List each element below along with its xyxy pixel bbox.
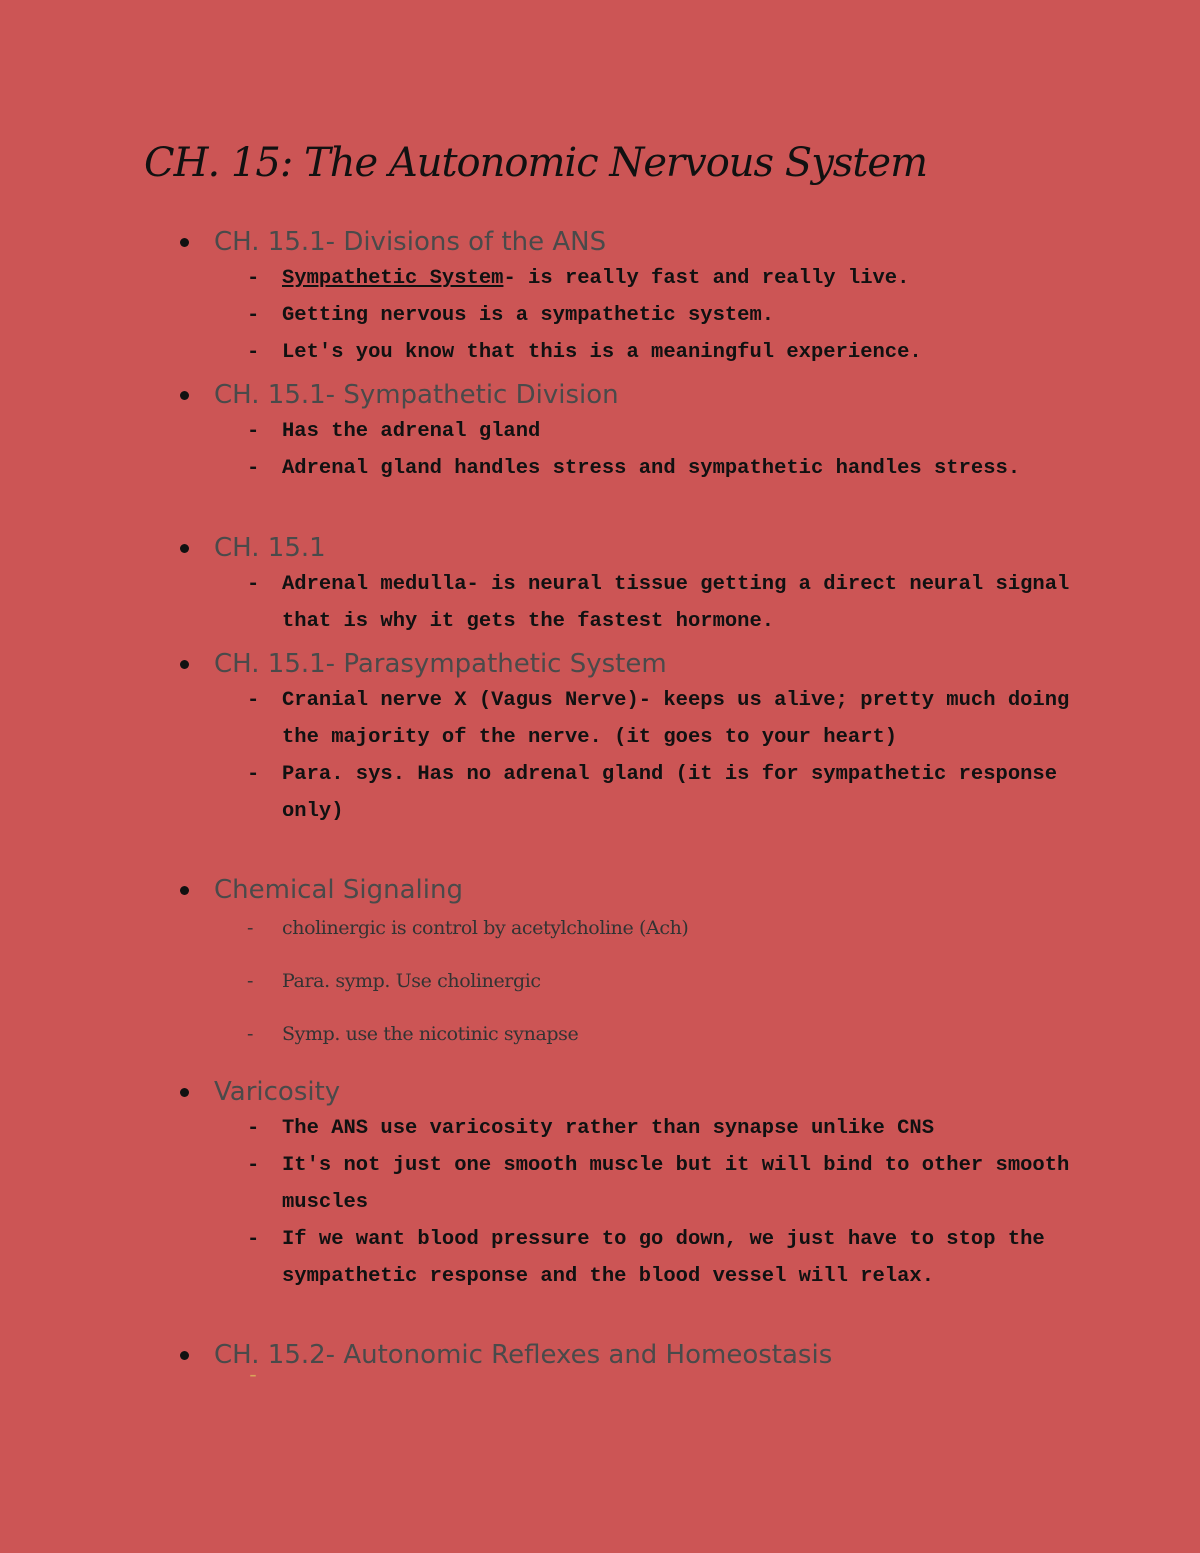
item-text: Para. symp. Use cholinergic (282, 970, 541, 992)
section-heading: Chemical Signaling (214, 875, 463, 905)
list-item (246, 1147, 1076, 1221)
section-heading-row (176, 224, 606, 260)
dash-marker: - (247, 341, 260, 364)
item-text: Getting nervous is a sympathetic system. (282, 304, 775, 327)
section-items (246, 902, 1076, 1061)
dash-marker: - (247, 573, 260, 596)
underlined-term: Sympathetic System (282, 267, 504, 290)
list-item (246, 334, 1076, 371)
section-heading: CH. 15.1- Parasympathetic System (214, 649, 667, 679)
dash-marker: - (247, 1154, 260, 1177)
section-items (246, 682, 1076, 830)
empty-dash-marker: - (247, 1365, 260, 1388)
dash-marker: - (247, 420, 260, 443)
section-items (246, 1110, 1076, 1295)
dash-marker: - (247, 1023, 254, 1045)
item-text: Has the adrenal gland (282, 420, 541, 443)
dash-marker: - (247, 1228, 260, 1251)
section-heading-row (176, 530, 326, 566)
section-heading-row (176, 377, 619, 413)
item-text: Para. sys. Has no adrenal gland (it is for sympathetic response only) (282, 763, 1058, 823)
dash-marker: - (247, 304, 260, 327)
dash-marker: - (247, 457, 260, 480)
bullet-icon (180, 1088, 189, 1097)
section-heading: CH. 15.1- Sympathetic Division (214, 380, 619, 410)
dash-marker: - (247, 917, 254, 939)
list-item (246, 1221, 1076, 1295)
dash-marker: - (247, 1117, 260, 1140)
list-item (246, 260, 1076, 297)
bullet-icon (180, 1351, 189, 1360)
item-text: Let's you know that this is a meaningful experience. (282, 341, 922, 364)
item-text: If we want blood pressure to go down, we just have to stop the sympathetic response and the blood vessel will relax. (282, 1228, 1045, 1288)
list-item (246, 1008, 1076, 1061)
bullet-icon (180, 660, 189, 669)
section-heading: CH. 15.2- Autonomic Reflexes and Homeostasis (214, 1340, 833, 1370)
section-heading-row (176, 1074, 340, 1110)
list-item (246, 450, 1076, 487)
list-item (246, 297, 1076, 334)
list-item (246, 902, 1076, 955)
section-items (246, 566, 1076, 640)
bullet-icon (180, 544, 189, 553)
list-item (246, 756, 1076, 830)
section-heading: CH. 15.1 (214, 533, 326, 563)
section-heading: Varicosity (214, 1077, 341, 1107)
item-text: It's not just one smooth muscle but it will bind to other smooth muscles (282, 1154, 1070, 1214)
item-text: Adrenal medulla- is neural tissue getting a direct neural signal that is why it gets the fastest hormone. (282, 573, 1070, 633)
item-text: - is really fast and really live. (503, 267, 910, 290)
bullet-icon (180, 391, 189, 400)
list-item (246, 1110, 1076, 1147)
page-title: CH. 15: The Autonomic Nervous System (144, 140, 928, 186)
section-items (246, 260, 1076, 371)
list-item (246, 566, 1076, 640)
item-text: cholinergic is control by acetylcholine (Ach) (282, 917, 689, 939)
item-text: Adrenal gland handles stress and sympathetic handles stress. (282, 457, 1021, 480)
dash-marker: - (247, 689, 260, 712)
section-heading-row (176, 1337, 832, 1373)
list-item (246, 413, 1076, 450)
section-items (246, 413, 1076, 487)
section-heading-row (176, 646, 667, 682)
bullet-icon (180, 886, 189, 895)
section-heading: CH. 15.1- Divisions of the ANS (214, 227, 607, 257)
dash-marker: - (247, 763, 260, 786)
item-text: Symp. use the nicotinic synapse (282, 1023, 579, 1045)
item-text: Cranial nerve X (Vagus Nerve)- keeps us alive; pretty much doing the majority of the nerve. (it goes to your heart) (282, 689, 1070, 749)
dash-marker: - (247, 267, 260, 290)
list-item (246, 682, 1076, 756)
item-text: The ANS use varicosity rather than synapse unlike CNS (282, 1117, 935, 1140)
list-item (246, 955, 1076, 1008)
dash-marker: - (247, 970, 254, 992)
bullet-icon (180, 238, 189, 247)
